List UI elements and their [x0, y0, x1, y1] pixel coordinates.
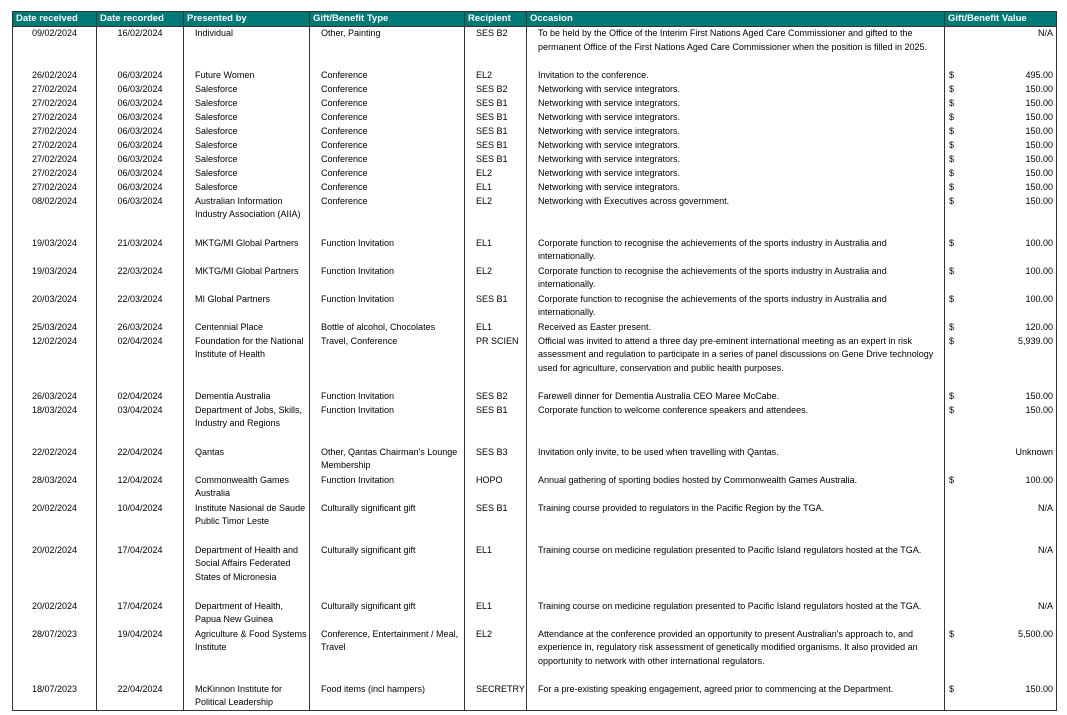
- table-row: [13, 167, 1057, 181]
- cell-date-recorded[interactable]: 06/03/2024: [97, 111, 184, 125]
- cell-value[interactable]: [945, 544, 1057, 600]
- table-row: [13, 600, 1057, 628]
- cell-type[interactable]: Food items (incl hampers): [310, 683, 465, 711]
- cell-presented-by[interactable]: Salesforce: [184, 167, 310, 181]
- cell-date-received[interactable]: 20/02/2024: [13, 544, 97, 600]
- cell-presented-by[interactable]: MKTG/MI Global Partners: [184, 265, 310, 293]
- cell-recipient[interactable]: SES B2: [465, 27, 527, 69]
- cell-date-received[interactable]: 27/02/2024: [13, 111, 97, 125]
- cell-occasion[interactable]: Networking with service integrators.: [527, 139, 945, 153]
- cell-occasion[interactable]: Corporate function to recognise the achievements of the sports industry in Australia and internationally.: [527, 265, 945, 293]
- table-row: [13, 390, 1057, 404]
- cell-date-recorded[interactable]: 17/04/2024: [97, 600, 184, 628]
- value-amount: 150.00: [1025, 97, 1053, 108]
- cell-type[interactable]: Conference: [310, 195, 465, 237]
- cell-date-received[interactable]: 22/02/2024: [13, 446, 97, 474]
- cell-occasion[interactable]: Training course on medicine regulation presented to Pacific Island regulators hosted at the TGA.: [527, 544, 945, 600]
- cell-occasion[interactable]: Corporate function to welcome conference speakers and attendees.: [527, 404, 945, 446]
- value-wrap: [945, 167, 1056, 181]
- currency-symbol: $: [949, 139, 955, 150]
- value-amount: 100.00: [1025, 237, 1053, 248]
- cell-recipient[interactable]: SES B1: [465, 502, 527, 544]
- cell-type[interactable]: Conference: [310, 167, 465, 181]
- currency-symbol: $: [949, 321, 955, 332]
- gifts-register-sheet: [12, 11, 1056, 711]
- cell-value[interactable]: [945, 404, 1057, 446]
- cell-presented-by[interactable]: Salesforce: [184, 125, 310, 139]
- cell-recipient[interactable]: SES B1: [465, 97, 527, 111]
- cell-type[interactable]: Conference, Entertainment / Meal, Travel: [310, 628, 465, 683]
- cell-date-received[interactable]: 20/02/2024: [13, 600, 97, 628]
- cell-date-recorded[interactable]: 22/03/2024: [97, 265, 184, 293]
- cell-type[interactable]: Function Invitation: [310, 390, 465, 404]
- value-wrap: [945, 97, 1056, 111]
- cell-occasion[interactable]: Invitation to the conference.: [527, 69, 945, 83]
- value-amount: 5,939.00: [1017, 335, 1053, 346]
- cell-presented-by[interactable]: Salesforce: [184, 97, 310, 111]
- value-amount: 100.00: [1025, 293, 1053, 304]
- cell-type[interactable]: Travel, Conference: [310, 335, 465, 390]
- cell-occasion[interactable]: Networking with service integrators.: [527, 153, 945, 167]
- cell-occasion[interactable]: Received as Easter present.: [527, 321, 945, 335]
- cell-date-received[interactable]: 12/02/2024: [13, 335, 97, 390]
- value-amount: 100.00: [1025, 474, 1053, 485]
- cell-occasion[interactable]: Attendance at the conference provided an opportunity to present Australian's approach to, and experience in, regulatory risk assessment of genetically modified organisms. It also provided an opportunity to network with other international regulators.: [527, 628, 945, 683]
- cell-value[interactable]: [945, 97, 1057, 111]
- value-amount: 150.00: [1025, 404, 1053, 415]
- header-date-recorded[interactable]: Date recorded: [97, 12, 184, 27]
- cell-value[interactable]: [945, 321, 1057, 335]
- value-amount: 150.00: [1025, 195, 1053, 206]
- cell-date-recorded[interactable]: 22/04/2024: [97, 683, 184, 711]
- cell-date-recorded[interactable]: 10/04/2024: [97, 502, 184, 544]
- cell-date-received[interactable]: 18/07/2023: [13, 683, 97, 711]
- cell-presented-by[interactable]: Foundation for the National Institute of Health: [184, 335, 310, 390]
- cell-recipient[interactable]: SES B1: [465, 125, 527, 139]
- cell-presented-by[interactable]: Department of Health, Papua New Guinea: [184, 600, 310, 628]
- cell-occasion[interactable]: Farewell dinner for Dementia Australia CEO Maree McCabe.: [527, 390, 945, 404]
- cell-date-recorded[interactable]: 22/04/2024: [97, 446, 184, 474]
- cell-date-recorded[interactable]: 03/04/2024: [97, 404, 184, 446]
- value-wrap: [945, 321, 1056, 335]
- table-row: [13, 544, 1057, 600]
- cell-presented-by[interactable]: Dementia Australia: [184, 390, 310, 404]
- cell-recipient[interactable]: EL2: [465, 167, 527, 181]
- table-body: [13, 27, 1057, 711]
- cell-date-received[interactable]: 09/02/2024: [13, 27, 97, 69]
- cell-date-recorded[interactable]: 06/03/2024: [97, 167, 184, 181]
- cell-recipient[interactable]: SES B2: [465, 83, 527, 97]
- table-row: [13, 404, 1057, 446]
- currency-symbol: $: [949, 125, 955, 136]
- value-amount: 150.00: [1025, 683, 1053, 694]
- cell-value[interactable]: [945, 683, 1057, 711]
- value-wrap: [945, 125, 1056, 139]
- table-row: [13, 83, 1057, 97]
- cell-type[interactable]: Conference: [310, 181, 465, 195]
- currency-symbol: $: [949, 167, 955, 178]
- value-wrap: [945, 237, 1056, 251]
- cell-date-recorded[interactable]: 26/03/2024: [97, 321, 184, 335]
- cell-occasion[interactable]: To be held by the Office of the Interim First Nations Aged Care Commissioner and gifted to the permanent Office of the First Nations Aged Care Commissioner when the position is filled in 2025.: [527, 27, 945, 69]
- cell-date-recorded[interactable]: 06/03/2024: [97, 125, 184, 139]
- table-row: [13, 237, 1057, 265]
- cell-recipient[interactable]: SECRETRY: [465, 683, 527, 711]
- cell-type[interactable]: Conference: [310, 69, 465, 83]
- cell-type[interactable]: Other, Painting: [310, 27, 465, 69]
- value-wrap: [945, 544, 1056, 558]
- currency-symbol: $: [949, 293, 955, 304]
- value-wrap: [945, 265, 1056, 279]
- value-amount: 150.00: [1025, 139, 1053, 150]
- value-wrap: [945, 293, 1056, 307]
- cell-type[interactable]: Conference: [310, 83, 465, 97]
- value-amount: 150.00: [1025, 153, 1053, 164]
- cell-occasion[interactable]: Corporate function to recognise the achievements of the sports industry in Australia and internationally.: [527, 237, 945, 265]
- currency-symbol: $: [949, 335, 955, 346]
- value-wrap: [945, 139, 1056, 153]
- cell-presented-by[interactable]: McKinnon Institute for Political Leadership: [184, 683, 310, 711]
- currency-symbol: $: [949, 390, 955, 401]
- cell-date-received[interactable]: 27/02/2024: [13, 181, 97, 195]
- cell-date-recorded[interactable]: 12/04/2024: [97, 474, 184, 502]
- currency-symbol: $: [949, 265, 955, 276]
- cell-presented-by[interactable]: Agriculture & Food Systems Institute: [184, 628, 310, 683]
- cell-date-received[interactable]: 28/07/2023: [13, 628, 97, 683]
- cell-occasion[interactable]: Networking with service integrators.: [527, 111, 945, 125]
- cell-value[interactable]: [945, 237, 1057, 265]
- value-amount: N/A: [1037, 544, 1053, 555]
- currency-symbol: $: [949, 195, 955, 206]
- cell-recipient[interactable]: SES B2: [465, 390, 527, 404]
- cell-type[interactable]: Culturally significant gift: [310, 544, 465, 600]
- table-row: [13, 181, 1057, 195]
- value-wrap: [945, 628, 1056, 642]
- cell-recipient[interactable]: PR SCIEN: [465, 335, 527, 390]
- cell-date-recorded[interactable]: 22/03/2024: [97, 293, 184, 321]
- cell-date-received[interactable]: 20/03/2024: [13, 293, 97, 321]
- cell-presented-by[interactable]: MKTG/MI Global Partners: [184, 237, 310, 265]
- value-amount: 150.00: [1025, 390, 1053, 401]
- cell-recipient[interactable]: EL1: [465, 321, 527, 335]
- cell-value[interactable]: [945, 167, 1057, 181]
- value-amount: N/A: [1037, 28, 1053, 38]
- cell-value[interactable]: [945, 139, 1057, 153]
- cell-date-received[interactable]: 25/03/2024: [13, 321, 97, 335]
- cell-value[interactable]: [945, 446, 1057, 474]
- cell-type[interactable]: Conference: [310, 125, 465, 139]
- cell-type[interactable]: Conference: [310, 111, 465, 125]
- currency-symbol: $: [949, 474, 955, 485]
- cell-date-recorded[interactable]: 06/03/2024: [97, 195, 184, 237]
- value-wrap: [945, 404, 1056, 418]
- value-amount: 150.00: [1025, 111, 1053, 122]
- cell-occasion[interactable]: Official was invited to attend a three day pre-eminent international meeting as an expert in risk assessment and regulation to participate in a series of panel discussions on Gene Drive technology used for agriculture, conservation and public health purposes.: [527, 335, 945, 390]
- value-wrap: [945, 181, 1056, 195]
- cell-presented-by[interactable]: Qantas: [184, 446, 310, 474]
- cell-recipient[interactable]: EL2: [465, 628, 527, 683]
- cell-presented-by[interactable]: Salesforce: [184, 181, 310, 195]
- value-amount: 150.00: [1025, 125, 1053, 136]
- table-row: [13, 27, 1057, 69]
- currency-symbol: $: [949, 628, 955, 639]
- cell-occasion[interactable]: Training course provided to regulators in the Pacific Region by the TGA.: [527, 502, 945, 544]
- cell-value[interactable]: [945, 474, 1057, 502]
- cell-recipient[interactable]: EL1: [465, 600, 527, 628]
- value-wrap: [945, 69, 1056, 83]
- cell-type[interactable]: Culturally significant gift: [310, 502, 465, 544]
- cell-presented-by[interactable]: Salesforce: [184, 111, 310, 125]
- cell-value[interactable]: [945, 83, 1057, 97]
- value-amount: 150.00: [1025, 167, 1053, 178]
- cell-recipient[interactable]: HOPO: [465, 474, 527, 502]
- cell-value[interactable]: [945, 181, 1057, 195]
- cell-value[interactable]: [945, 195, 1057, 237]
- value-amount: N/A: [1037, 502, 1053, 513]
- cell-recipient[interactable]: SES B3: [465, 446, 527, 474]
- cell-date-received[interactable]: 27/02/2024: [13, 153, 97, 167]
- cell-occasion[interactable]: For a pre-existing speaking engagement, agreed prior to commencing at the Department.: [527, 683, 945, 711]
- cell-date-received[interactable]: 19/03/2024: [13, 237, 97, 265]
- cell-date-recorded[interactable]: 16/02/2024: [97, 27, 184, 69]
- value-amount: 495.00: [1025, 69, 1053, 80]
- cell-date-received[interactable]: 08/02/2024: [13, 195, 97, 237]
- cell-presented-by[interactable]: Department of Jobs, Skills, Industry and Regions: [184, 404, 310, 446]
- currency-symbol: $: [949, 181, 955, 192]
- value-amount: 150.00: [1025, 83, 1053, 94]
- header-occasion[interactable]: Occasion: [527, 12, 945, 27]
- table-row: [13, 502, 1057, 544]
- value-wrap: [945, 474, 1056, 488]
- cell-value[interactable]: [945, 69, 1057, 83]
- table-row: [13, 628, 1057, 683]
- currency-symbol: $: [949, 683, 955, 694]
- currency-symbol: $: [949, 97, 955, 108]
- cell-presented-by[interactable]: Salesforce: [184, 83, 310, 97]
- cell-occasion[interactable]: Networking with service integrators.: [527, 97, 945, 111]
- cell-presented-by[interactable]: Individual: [184, 27, 310, 69]
- currency-symbol: $: [949, 404, 955, 415]
- cell-presented-by[interactable]: Salesforce: [184, 153, 310, 167]
- cell-date-recorded[interactable]: 06/03/2024: [97, 153, 184, 167]
- cell-type[interactable]: Function Invitation: [310, 293, 465, 321]
- cell-recipient[interactable]: SES B1: [465, 153, 527, 167]
- cell-date-received[interactable]: 27/02/2024: [13, 83, 97, 97]
- cell-date-recorded[interactable]: 06/03/2024: [97, 69, 184, 83]
- cell-recipient[interactable]: EL2: [465, 265, 527, 293]
- value-wrap: [945, 390, 1056, 404]
- cell-date-received[interactable]: 19/03/2024: [13, 265, 97, 293]
- cell-type[interactable]: Other, Qantas Chairman's Lounge Membership: [310, 446, 465, 474]
- currency-symbol: $: [949, 153, 955, 164]
- table-row: [13, 446, 1057, 474]
- currency-symbol: $: [949, 111, 955, 122]
- header-presented-by[interactable]: Presented by: [184, 12, 310, 27]
- cell-recipient[interactable]: EL1: [465, 544, 527, 600]
- cell-date-received[interactable]: 28/03/2024: [13, 474, 97, 502]
- cell-presented-by[interactable]: Salesforce: [184, 139, 310, 153]
- table-row: [13, 139, 1057, 153]
- cell-date-received[interactable]: 18/03/2024: [13, 404, 97, 446]
- cell-occasion[interactable]: Networking with service integrators.: [527, 83, 945, 97]
- cell-recipient[interactable]: EL2: [465, 195, 527, 237]
- cell-value[interactable]: [945, 293, 1057, 321]
- value-wrap: [945, 600, 1056, 614]
- cell-date-recorded[interactable]: 06/03/2024: [97, 97, 184, 111]
- cell-occasion[interactable]: Networking with service integrators.: [527, 167, 945, 181]
- table-row: [13, 125, 1057, 139]
- cell-presented-by[interactable]: Commonwealth Games Australia: [184, 474, 310, 502]
- cell-value[interactable]: [945, 153, 1057, 167]
- cell-value[interactable]: [945, 27, 1057, 69]
- cell-recipient[interactable]: EL1: [465, 181, 527, 195]
- cell-type[interactable]: Culturally significant gift: [310, 600, 465, 628]
- table-row: [13, 321, 1057, 335]
- value-wrap: [945, 335, 1056, 349]
- currency-symbol: $: [949, 237, 955, 248]
- table-row: [13, 97, 1057, 111]
- cell-date-recorded[interactable]: 19/04/2024: [97, 628, 184, 683]
- value-amount: 100.00: [1025, 265, 1053, 276]
- cell-value[interactable]: [945, 502, 1057, 544]
- value-wrap: [945, 153, 1056, 167]
- cell-occasion[interactable]: Annual gathering of sporting bodies hosted by Commonwealth Games Australia.: [527, 474, 945, 502]
- cell-presented-by[interactable]: Australian Information Industry Association (AIIA): [184, 195, 310, 237]
- cell-date-recorded[interactable]: 17/04/2024: [97, 544, 184, 600]
- cell-type[interactable]: Function Invitation: [310, 474, 465, 502]
- value-wrap: [945, 83, 1056, 97]
- cell-date-recorded[interactable]: 21/03/2024: [97, 237, 184, 265]
- cell-date-received[interactable]: 27/02/2024: [13, 125, 97, 139]
- header-date-received[interactable]: Date received: [13, 12, 97, 27]
- value-amount: 5,500.00: [1017, 628, 1053, 639]
- cell-presented-by[interactable]: Department of Health and Social Affairs Federated States of Micronesia: [184, 544, 310, 600]
- value-wrap: [945, 195, 1056, 209]
- value-amount: 120.00: [1025, 321, 1053, 332]
- cell-date-received[interactable]: 27/02/2024: [13, 139, 97, 153]
- cell-presented-by[interactable]: MI Global Partners: [184, 293, 310, 321]
- cell-type[interactable]: Bottle of alcohol, Chocolates: [310, 321, 465, 335]
- table-row: [13, 265, 1057, 293]
- cell-value[interactable]: [945, 390, 1057, 404]
- cell-type[interactable]: Function Invitation: [310, 237, 465, 265]
- value-amount: N/A: [1037, 600, 1053, 611]
- cell-value[interactable]: [945, 628, 1057, 683]
- cell-presented-by[interactable]: Centennial Place: [184, 321, 310, 335]
- cell-date-recorded[interactable]: 06/03/2024: [97, 181, 184, 195]
- table-row: [13, 111, 1057, 125]
- value-amount: 150.00: [1025, 181, 1053, 192]
- cell-occasion[interactable]: Networking with Executives across government.: [527, 195, 945, 237]
- cell-type[interactable]: Conference: [310, 153, 465, 167]
- value-wrap: [945, 683, 1056, 697]
- cell-date-recorded[interactable]: 02/04/2024: [97, 390, 184, 404]
- cell-type[interactable]: Conference: [310, 139, 465, 153]
- cell-recipient[interactable]: SES B1: [465, 293, 527, 321]
- cell-occasion[interactable]: Invitation only invite, to be used when travelling with Qantas.: [527, 446, 945, 474]
- cell-presented-by[interactable]: Institute Nasional de Saude Public Timor Leste: [184, 502, 310, 544]
- header-recipient[interactable]: Recipient: [465, 12, 527, 27]
- currency-symbol: $: [949, 69, 955, 80]
- table-row: [13, 153, 1057, 167]
- cell-value[interactable]: [945, 265, 1057, 293]
- cell-value[interactable]: [945, 335, 1057, 390]
- value-wrap: [945, 502, 1056, 516]
- table-row: [13, 293, 1057, 321]
- table-row: [13, 474, 1057, 502]
- header-type[interactable]: Gift/Benefit Type: [310, 12, 465, 27]
- cell-date-received[interactable]: 27/02/2024: [13, 97, 97, 111]
- cell-type[interactable]: Conference: [310, 97, 465, 111]
- cell-date-received[interactable]: 27/02/2024: [13, 167, 97, 181]
- value-amount: Unknown: [1015, 446, 1053, 457]
- cell-occasion[interactable]: Networking with service integrators.: [527, 125, 945, 139]
- cell-date-recorded[interactable]: 02/04/2024: [97, 335, 184, 390]
- gifts-table: [12, 11, 1057, 711]
- cell-date-received[interactable]: 26/02/2024: [13, 69, 97, 83]
- cell-recipient[interactable]: EL2: [465, 69, 527, 83]
- header-row: [13, 12, 1057, 27]
- cell-occasion[interactable]: Corporate function to recognise the achievements of the sports industry in Australia and internationally.: [527, 293, 945, 321]
- cell-date-received[interactable]: 20/02/2024: [13, 502, 97, 544]
- cell-date-received[interactable]: 26/03/2024: [13, 390, 97, 404]
- cell-value[interactable]: [945, 600, 1057, 628]
- table-row: [13, 195, 1057, 237]
- table-row: [13, 683, 1057, 711]
- cell-date-recorded[interactable]: 06/03/2024: [97, 139, 184, 153]
- cell-recipient[interactable]: SES B1: [465, 111, 527, 125]
- cell-recipient[interactable]: EL1: [465, 237, 527, 265]
- table-row: [13, 335, 1057, 390]
- currency-symbol: $: [949, 83, 955, 94]
- cell-occasion[interactable]: Training course on medicine regulation presented to Pacific Island regulators hosted at the TGA.: [527, 600, 945, 628]
- cell-recipient[interactable]: SES B1: [465, 404, 527, 446]
- cell-recipient[interactable]: SES B1: [465, 139, 527, 153]
- cell-type[interactable]: Function Invitation: [310, 265, 465, 293]
- cell-date-recorded[interactable]: 06/03/2024: [97, 83, 184, 97]
- cell-value[interactable]: [945, 111, 1057, 125]
- table-row: [13, 69, 1057, 83]
- cell-occasion[interactable]: Networking with service integrators.: [527, 181, 945, 195]
- cell-type[interactable]: Function Invitation: [310, 404, 465, 446]
- value-wrap: [945, 27, 1056, 41]
- value-wrap: [945, 111, 1056, 125]
- header-value[interactable]: Gift/Benefit Value: [945, 12, 1057, 27]
- cell-value[interactable]: [945, 125, 1057, 139]
- value-wrap: [945, 446, 1056, 460]
- cell-presented-by[interactable]: Future Women: [184, 69, 310, 83]
